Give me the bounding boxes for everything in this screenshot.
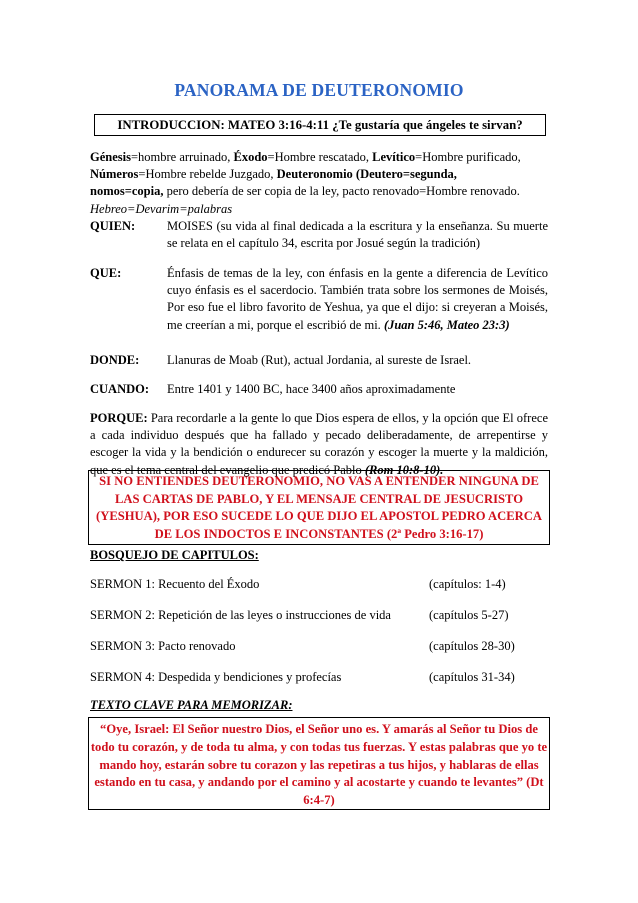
memory-verse-box: “Oye, Israel: El Señor nuestro Dios, el Señor uno es. Y amarás al Señor tu Dios de todo tu corazón, y de toda tu alma, y con todas tus fuerzas. Y estas palabras que yo te mando hoy, estarán sobre tu corazon y las repetiras a tus hijos, y hablaras de ellas estando en tu casa, y andando por el camino y al acostarte y cuando te levantes” (Dt 6:4-7) xyxy=(88,717,550,810)
que-text-block xyxy=(167,265,548,334)
nomos-label: nomos=copia, xyxy=(90,184,164,199)
que-reference: (Juan 5:46, Mateo 23:3) xyxy=(383,317,510,332)
sermon-chapters: (capítulos: 1-4) xyxy=(429,577,506,591)
deuteronomio-label: Deuteronomio (Deutero=segunda, xyxy=(276,167,457,182)
intro-box: INTRODUCCION: MATEO 3:16-4:11 ¿Te gustaría que ángeles te sirvan? xyxy=(94,114,546,136)
porque-reference: (Rom 10:8-10). xyxy=(364,462,444,477)
cuando-text: Entre 1401 y 1400 BC, hace 3400 años aproximadamente xyxy=(167,382,456,396)
porque-paragraph xyxy=(90,410,548,479)
levitico-text: =Hombre purificado, xyxy=(415,150,521,164)
cuando-label: CUANDO: xyxy=(90,382,150,396)
genesis-label: Génesis xyxy=(90,150,131,164)
texto-clave-heading: TEXTO CLAVE PARA MEMORIZAR: xyxy=(90,698,293,712)
porque-text: Para recordarle a la gente lo que Dios espera de ellos, y la opción que El ofrece a cada individuo después que ha fallado y pecado deliberadamente, de arrepentirse y escoger la vida y la bendición o endurecer su corazón y escoger la muerte y la maldición, que es el tema central del evangelio que predicó Pablo xyxy=(90,411,548,477)
numeros-label: Números xyxy=(90,167,139,182)
page-title: PANORAMA DE DEUTERONOMIO xyxy=(174,80,464,100)
warning-box: SI NO ENTIENDES DEUTERONOMIO, NO VAS A ENTENDER NINGUNA DE LAS CARTAS DE PABLO, Y EL MENSAJE CENTRAL DE JESUCRISTO (YESHUA), POR ESO SUCEDE LO QUE DIJO EL APOSTOL PEDRO ACERCA DE LOS INDOCTOS E INCONSTANTES (2ª Pedro 3:16-17) xyxy=(88,470,550,545)
hebreo-text: Hebreo=Devarim=palabras xyxy=(90,201,233,216)
sermon-chapters: (capítulos 5-27) xyxy=(429,608,509,622)
que-text: Énfasis de temas de la ley, con énfasis en la gente a diferencia de Levítico cuyo énfasis es el sacerdocio. También trata sobre los sermones de Moisés, Por eso fue el libro favorito de Yeshua, ya que el dijo: si creyeran a Moisés, me creerían a mi, porque el escribió de mi. xyxy=(167,266,548,332)
sermon-chapters: (capítulos 31-34) xyxy=(429,670,515,684)
nomos-text: pero debería de ser copia de la ley, pacto renovado=Hombre renovado. xyxy=(163,184,520,199)
quien-text: MOISES (su vida al final dedicada a la escritura y la enseñanza. Su muerte se relata en el capítulo 34, escrita por Josué según la tradición) xyxy=(167,219,548,251)
quien-label: QUIEN: xyxy=(90,219,136,233)
numeros-text: =Hombre rebelde Juzgado, xyxy=(138,167,277,182)
bosquejo-heading: BOSQUEJO DE CAPITULOS: xyxy=(90,548,259,562)
donde-label: DONDE: xyxy=(90,353,140,367)
exodo-text: =Hombre rescatado, xyxy=(267,150,373,164)
sermon-title: SERMON 3: Pacto renovado xyxy=(90,639,236,653)
levitico-label: Levítico xyxy=(372,150,416,164)
sermon-title: SERMON 2: Repetición de las leyes o instrucciones de vida xyxy=(90,608,391,622)
books-paragraph xyxy=(90,149,548,218)
genesis-text: =hombre arruinado, xyxy=(130,150,234,164)
que-label: QUE: xyxy=(90,266,122,280)
sermon-title: SERMON 4: Despedida y bendiciones y profecías xyxy=(90,670,342,684)
porque-label: PORQUE: xyxy=(90,411,148,425)
donde-text: Llanuras de Moab (Rut), actual Jordania, al sureste de Israel. xyxy=(167,353,472,367)
sermon-title: SERMON 1: Recuento del Éxodo xyxy=(90,577,260,591)
exodo-label: Éxodo xyxy=(233,150,268,164)
sermon-chapters: (capítulos 28-30) xyxy=(429,639,515,653)
